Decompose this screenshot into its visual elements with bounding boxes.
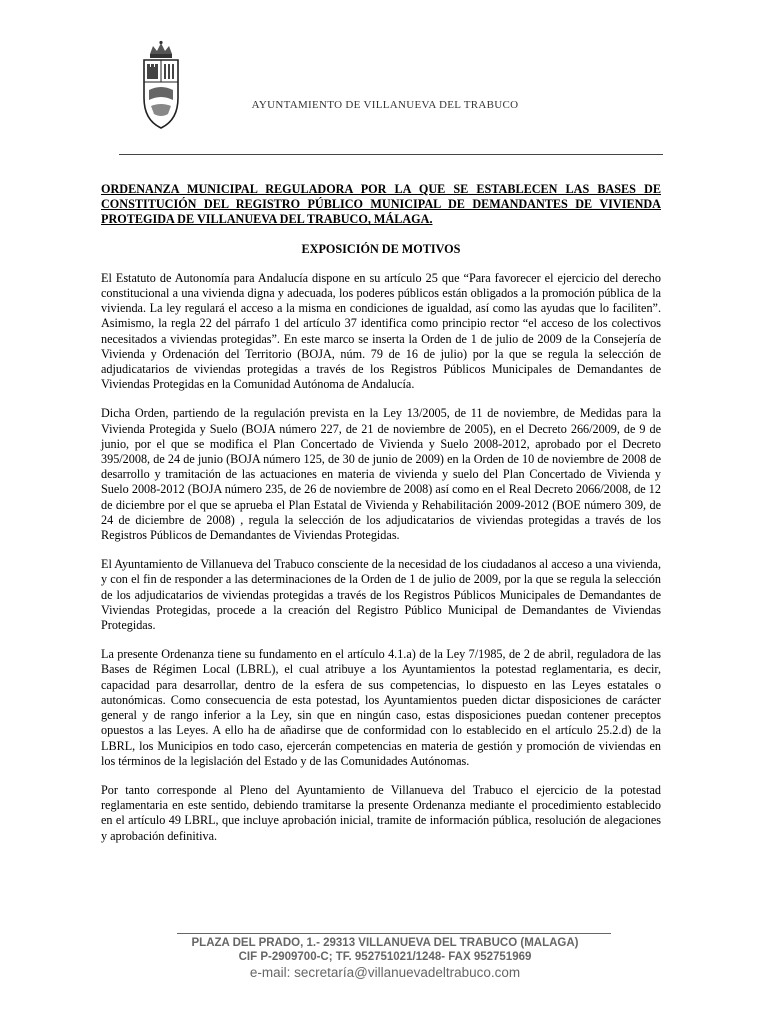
footer-divider [177, 933, 611, 934]
header-title: AYUNTAMIENTO DE VILLANUEVA DEL TRABUCO [251, 99, 519, 111]
footer-address: PLAZA DEL PRADO, 1.- 29313 VILLANUEVA DEL TRABUCO (MALAGA) [191, 937, 579, 949]
paragraph-2: Dicha Orden, partiendo de la regulación prevista en la Ley 13/2005, de 11 de noviembre, de Medidas para la Vivienda Protegida y Suelo (BOJA número 227, de 21 de noviembre de 2005), en el Decreto 266/2009, de 9 de junio, por el que se modifica el Plan Concertado de Vivienda y Suelo 2008-2012, aprobado por el Decreto 395/2008, de 24 de junio (BOJA número 125, de 30 de junio de 2009) en la Orden de 10 de noviembre de 2008 de desarrollo y tramitación de las actuaciones en materia de vivienda y suelo del Plan Concertado de Vivienda y Suelo 2008-2012 (BOJA número 235, de 26 de noviembre de 2008) así como en el Real Decreto 2066/2008, de 12 de diciembre por el que se aprueba el Plan Estatal de Vivienda y Rehabilitación 2009-2012 (BOE número 309, de 24 de diciembre de 2008) , regula la selección de los adjudicatarios de viviendas protegidas a través de los Registros Públicos de Demandantes de Viviendas Protegidas. [101, 406, 661, 543]
paragraph-1: El Estatuto de Autonomía para Andalucía dispone en su artículo 25 que “Para favorecer el ejercicio del derecho constitucional a una vivienda digna y adecuada, los poderes públicos están obligados a la promoción pública de la vivienda. La ley regulará el acceso a la misma en condiciones de igualdad, así como las ayudas que lo faciliten”. Asimismo, la regla 22 del párrafo 1 del artículo 37 identifica como principio rector “el acceso de los colectivos necesitados a viviendas protegidas”. En este marco se inserta la Orden de 1 de julio de 2009 de la Consejería de Vivienda y Ordenación del Territorio (BOJA, núm. 79 de 16 de julio) por la que se regula la selección de adjudicatarios de viviendas protegidas a través de los Registros Públicos Municipales de Demandantes de Viviendas Protegidas en la Comunidad Autónoma de Andalucía. [101, 270, 661, 392]
paragraph-4: La presente Ordenanza tiene su fundamento en el artículo 4.1.a) de la Ley 7/1985, de 2 de abril, reguladora de las Bases de Régimen Local (LBRL), el cual atribuye a los Ayuntamientos la potestad reglamentaria, es decir, capacidad para desarrollar, dentro de la esfera de sus competencias, lo dispuesto en las Leyes estatales o autonómicas. Como consecuencia de esta potestad, los Ayuntamientos pueden dictar disposiciones de carácter general y de rango inferior a la Ley, sin que en ningún caso, estas disposiciones puedan contener preceptos opuestos a las Leyes. A ello ha de añadirse que de conformidad con lo establecido en el artículo 25.2.d) de la LBRL, los Municipios en todo caso, ejercerán competencias en materia de gestión y promoción de viviendas en los términos de la legislación del Estado y de las Comunidades Autónomas. [101, 647, 661, 768]
footer [0, 936, 770, 981]
paragraph-5: Por tanto corresponde al Pleno del Ayuntamiento de Villanueva del Trabuco el ejercicio de la potestad reglamentaria en este sentido, debiendo tramitarse la presente Ordenanza mediante el procedimiento establecido en el artículo 49 LBRL, que incluye aprobación inicial, tramite de información pública, resolución de alegaciones y aprobación definitiva. [101, 782, 661, 843]
document-body [101, 182, 661, 858]
document-title: ORDENANZA MUNICIPAL REGULADORA POR LA QUE SE ESTABLECEN LAS BASES DE CONSTITUCIÓN DEL REGISTRO PÚBLICO MUNICIPAL DE DEMANDANTES DE VIVIENDA PROTEGIDA DE VILLANUEVA DEL TRABUCO, MÁLAGA. [101, 182, 661, 227]
paragraph-3: El Ayuntamiento de Villanueva del Trabuco consciente de la necesidad de los ciudadanos al acceso a una vivienda, y con el fin de responder a las determinaciones de la Orden de 1 de julio de 2009, por la que se regula la selección de los adjudicatarios de viviendas protegidas a través de los Registros Públicos Municipales de Demandantes de Viviendas Protegidas, procede a la creación del Registro Público Municipal de Demandantes de Viviendas Protegidas. [101, 557, 661, 633]
header-divider [119, 154, 663, 155]
section-heading: EXPOSICIÓN DE MOTIVOS [301, 241, 461, 256]
footer-tax-phone: CIF P-2909700-C; TF. 952751021/1248- FAX 952751969 [238, 951, 532, 963]
municipal-crest-icon [138, 40, 184, 130]
footer-email: e-mail: secretaría@villanuevadeltrabuco.com [249, 965, 521, 980]
